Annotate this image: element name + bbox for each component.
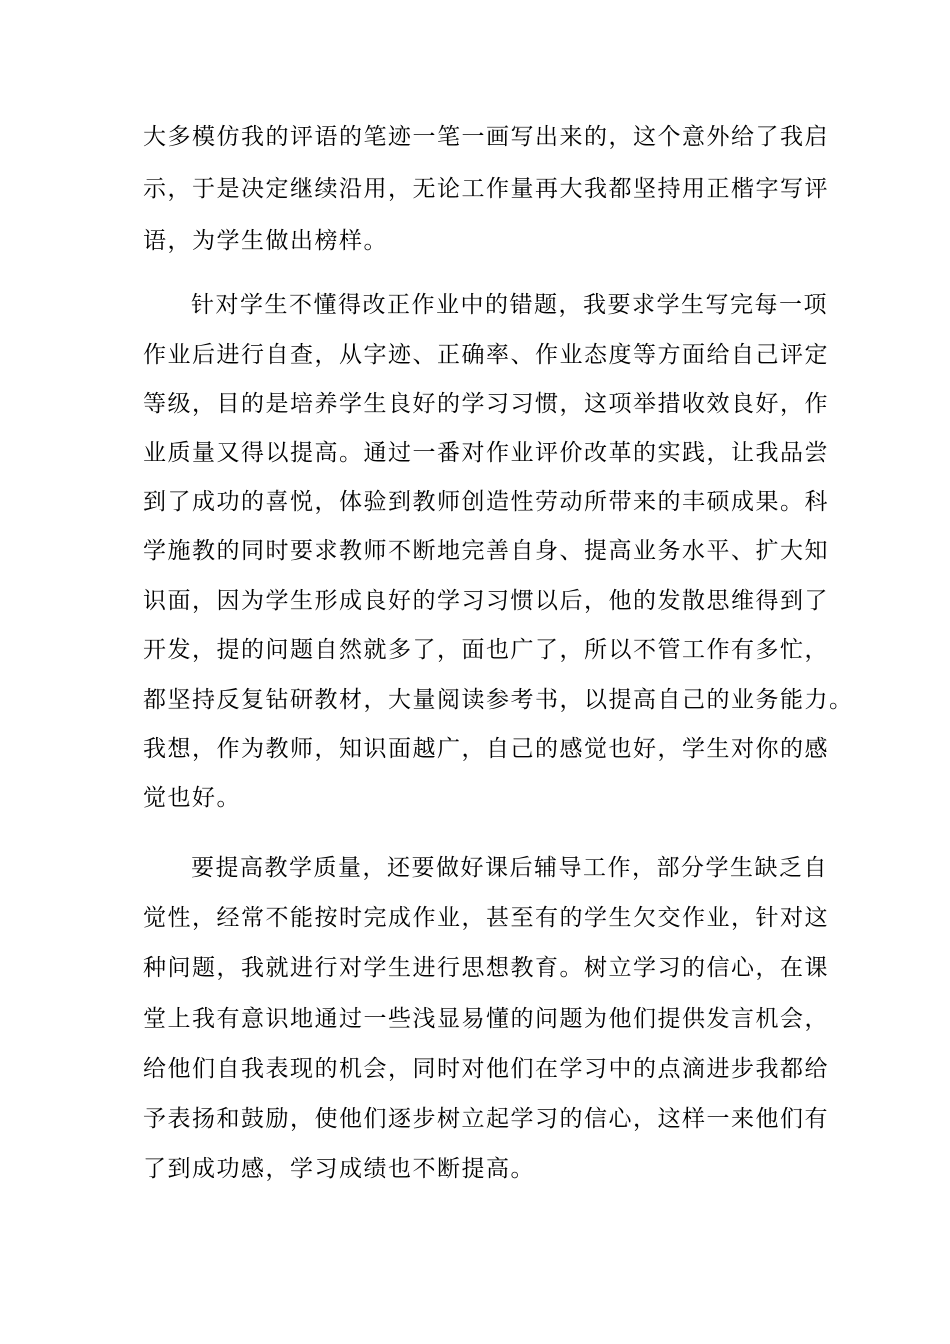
paragraph-1-line-2: 示，于是决定继续沿用，无论工作量再大我都坚持用正楷字写评 xyxy=(143,176,829,202)
paragraph-1-line-3: 语，为学生做出榜样。 xyxy=(143,228,388,254)
paragraph-2-line-9: 都坚持反复钻研教材，大量阅读参考书，以提高自己的业务能力。 xyxy=(143,687,854,713)
paragraph-3-line-1: 要提高教学质量，还要做好课后辅导工作，部分学生缺乏自 xyxy=(191,855,828,881)
paragraph-3-line-4: 堂上我有意识地通过一些浅显易懂的问题为他们提供发言机会， xyxy=(143,1006,829,1032)
paragraph-3-line-3: 种问题，我就进行对学生进行思想教育。树立学习的信心，在课 xyxy=(143,955,829,981)
paragraph-3-line-6: 予表扬和鼓励，使他们逐步树立起学习的信心，这样一来他们有 xyxy=(143,1106,829,1132)
paragraph-2-line-6: 学施教的同时要求教师不断地完善自身、提高业务水平、扩大知 xyxy=(143,538,829,564)
paragraph-2-line-10: 我想，作为教师，知识面越广，自己的感觉也好，学生对你的感 xyxy=(143,736,829,762)
paragraph-3-line-5: 给他们自我表现的机会，同时对他们在学习中的点滴进步我都给 xyxy=(143,1056,829,1082)
paragraph-2-line-2: 作业后进行自查，从字迹、正确率、作业态度等方面给自己评定 xyxy=(143,342,829,368)
paragraph-3-line-7: 了到成功感，学习成绩也不断提高。 xyxy=(143,1156,535,1182)
paragraph-3-line-2: 觉性，经常不能按时完成作业，甚至有的学生欠交作业，针对这 xyxy=(143,905,829,931)
paragraph-2-line-5: 到了成功的喜悦，体验到教师创造性劳动所带来的丰硕成果。科 xyxy=(143,489,829,515)
paragraph-2-line-11: 觉也好。 xyxy=(143,785,241,811)
paragraph-2-line-3: 等级，目的是培养学生良好的学习习惯，这项举措收效良好，作 xyxy=(143,391,829,417)
paragraph-2-line-8: 开发，提的问题自然就多了，面也广了，所以不管工作有多忙， xyxy=(143,637,829,663)
paragraph-1-line-1: 大多模仿我的评语的笔迹一笔一画写出来的，这个意外给了我启 xyxy=(143,124,829,150)
paragraph-2-line-7: 识面，因为学生形成良好的学习习惯以后，他的发散思维得到了 xyxy=(143,588,829,614)
paragraph-2-line-4: 业质量又得以提高。通过一番对作业评价改革的实践，让我品尝 xyxy=(143,440,829,466)
paragraph-2-line-1: 针对学生不懂得改正作业中的错题，我要求学生写完每一项 xyxy=(191,292,828,318)
